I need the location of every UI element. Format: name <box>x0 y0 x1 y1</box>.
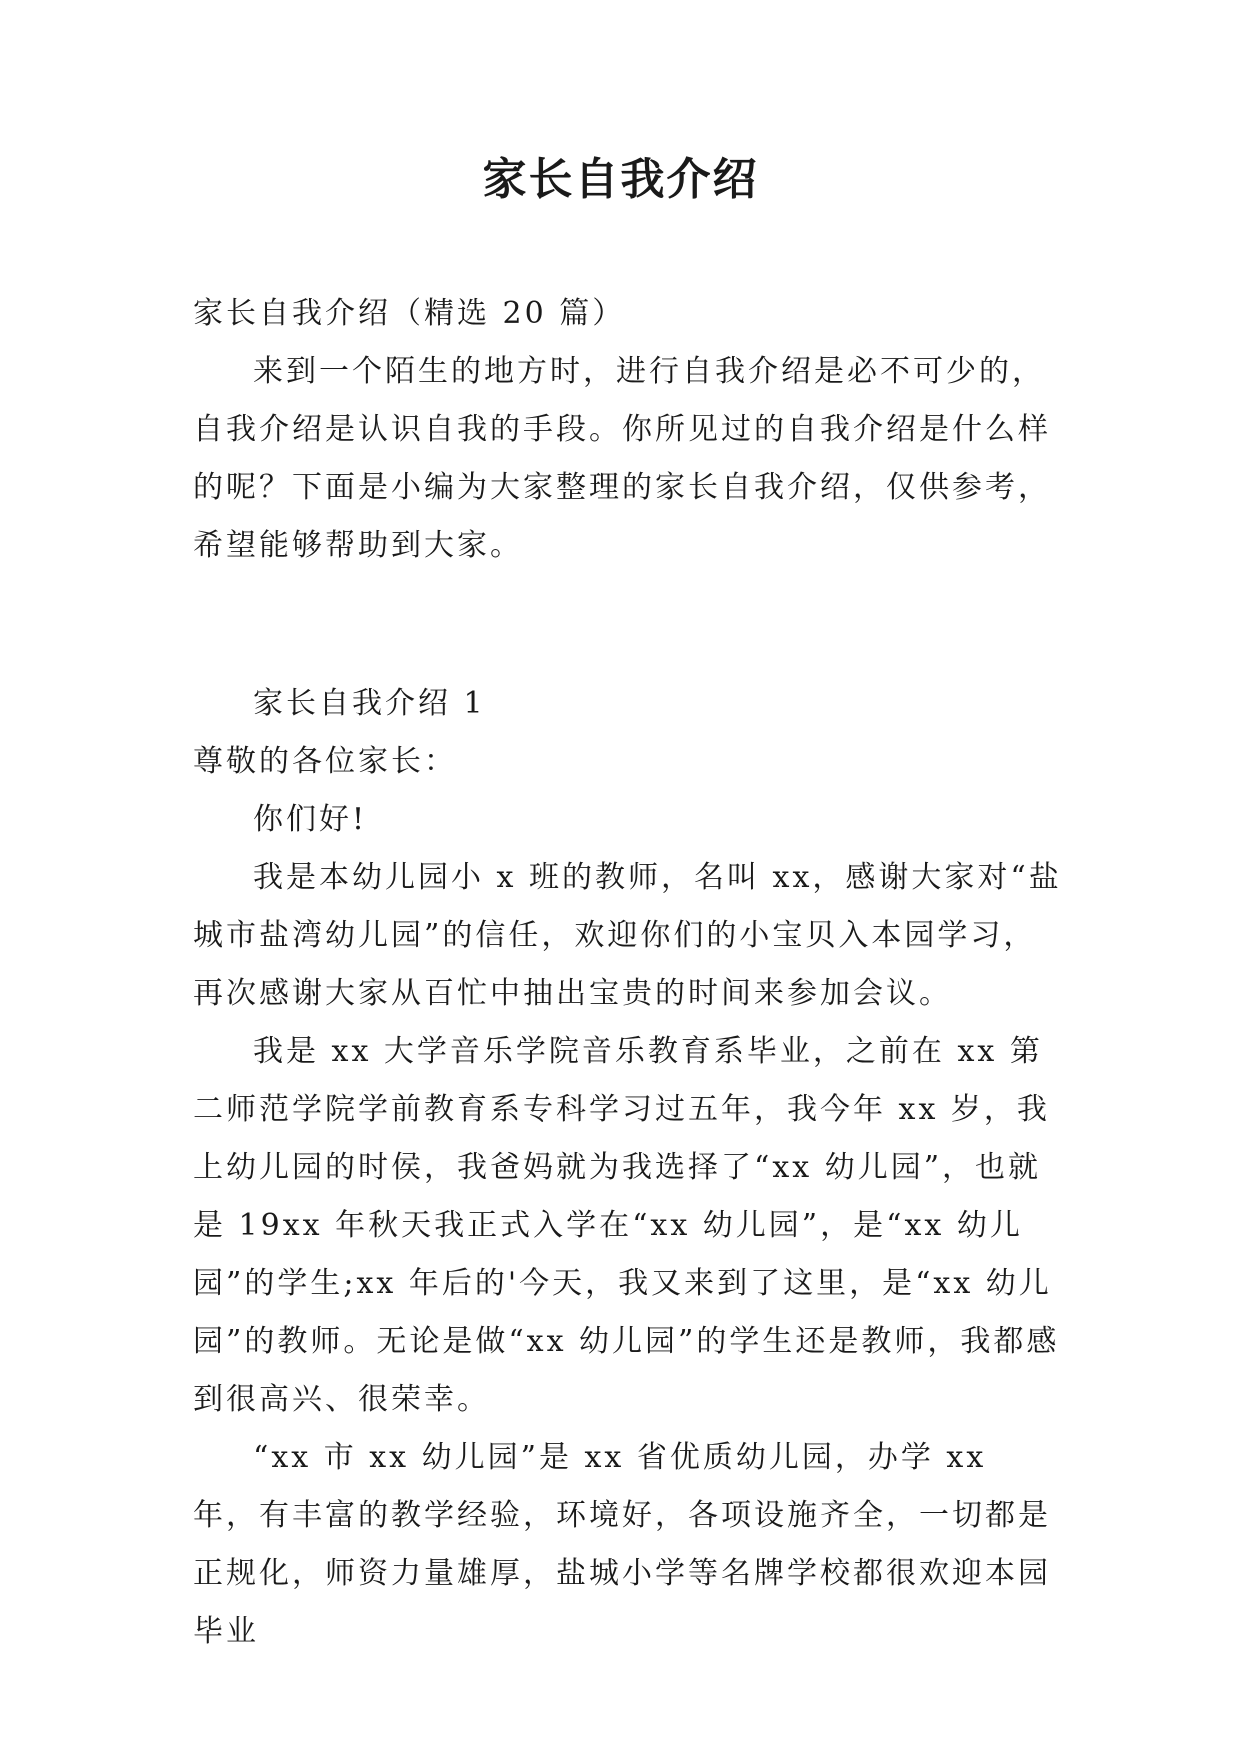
document-body <box>193 285 1063 1661</box>
body-paragraph: 我是 xx 大学音乐学院音乐教育系毕业，之前在 xx 第二师范学院学前教育系专科学习过五年，我今年 xx 岁，我上幼儿园的时侯，我爸妈就为我选择了“xx 幼儿园”，也就是 19xx 年秋天我正式入学在“xx 幼儿园”，是“xx 幼儿园”的学生;xx 年后的'今天，我又来到了这里，是“xx 幼儿园”的教师。无论是做“xx 幼儿园”的学生还是教师，我都感到很高兴、很荣幸。 <box>193 1034 1060 1417</box>
intro-paragraph: 来到一个陌生的地方时，进行自我介绍是必不可少的，自我介绍是认识自我的手段。你所见过的自我介绍是什么样的呢？下面是小编为大家整理的家长自我介绍，仅供参考，希望能够帮助到大家。 <box>193 354 1051 563</box>
salutation: 尊敬的各位家长： <box>193 744 457 779</box>
body-paragraph: 我是本幼儿园小 x 班的教师，名叫 xx，感谢大家对“盐城市盐湾幼儿园”的信任，欢迎你们的小宝贝入本园学习，再次感谢大家从百忙中抽出宝贵的时间来参加会议。 <box>193 860 1062 1011</box>
greeting: 你们好! <box>253 802 368 837</box>
document-subtitle: 家长自我介绍（精选 20 篇） <box>193 296 626 331</box>
section-spacer <box>193 575 1063 675</box>
section-heading: 家长自我介绍 1 <box>253 686 486 721</box>
document-title: 家长自我介绍 <box>482 154 759 205</box>
body-paragraph: “xx 市 xx 幼儿园”是 xx 省优质幼儿园，办学 xx 年，有丰富的教学经验，环境好，各项设施齐全，一切都是正规化，师资力量雄厚，盐城小学等名牌学校都很欢迎本园毕业 <box>193 1440 1051 1649</box>
